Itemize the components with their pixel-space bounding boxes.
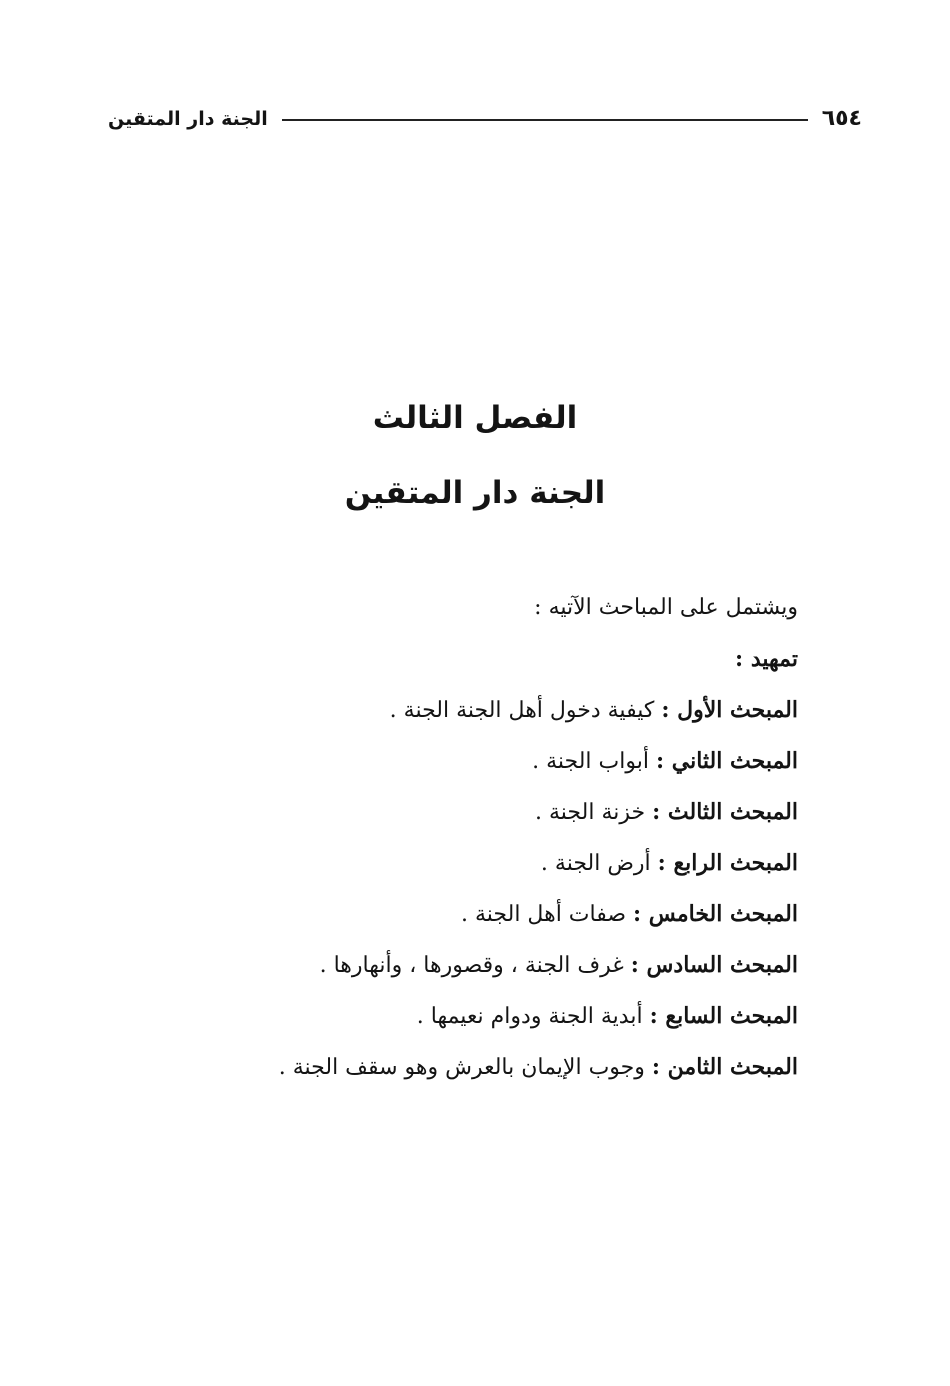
running-header bbox=[108, 104, 862, 134]
section-title: وجوب الإيمان بالعرش وهو سقف الجنة . bbox=[278, 1055, 645, 1080]
section-item-5 bbox=[138, 894, 798, 945]
section-label: المبحث الثامن : bbox=[651, 1054, 798, 1080]
section-title: كيفية دخول أهل الجنة الجنة . bbox=[389, 698, 655, 723]
section-label: المبحث الرابع : bbox=[657, 850, 798, 876]
chapter-title: الجنة دار المتقين bbox=[344, 475, 606, 511]
section-label: المبحث الخامس : bbox=[633, 901, 798, 927]
section-item-1 bbox=[138, 690, 798, 741]
section-item-7 bbox=[138, 996, 798, 1047]
section-label: المبحث الأول : bbox=[661, 697, 798, 723]
page-number: ٦٥٤ bbox=[821, 106, 862, 131]
section-title: أرض الجنة . bbox=[540, 851, 651, 876]
section-title: صفات أهل الجنة . bbox=[461, 902, 627, 927]
header-rule bbox=[282, 119, 808, 121]
section-title: خزنة الجنة . bbox=[535, 800, 646, 825]
section-item-4 bbox=[138, 843, 798, 894]
section-item-3 bbox=[138, 792, 798, 843]
section-label: المبحث السابع : bbox=[649, 1003, 798, 1029]
section-label: المبحث الثاني : bbox=[655, 748, 798, 774]
section-item-2 bbox=[138, 741, 798, 792]
section-title: أبواب الجنة . bbox=[532, 749, 649, 774]
section-title: غرف الجنة ، وقصورها ، وأنهارها . bbox=[319, 953, 624, 978]
contents-list bbox=[138, 588, 798, 1098]
contents-intro: ويشتمل على المباحث الآتيه : bbox=[534, 595, 798, 620]
chapter-number: الفصل الثالث bbox=[372, 400, 578, 436]
running-title: الجنة دار المتقين bbox=[108, 108, 268, 130]
contents-preface: تمهيد : bbox=[735, 646, 798, 672]
section-title: أبدية الجنة ودوام نعيمها . bbox=[416, 1004, 643, 1029]
section-item-6 bbox=[138, 945, 798, 996]
section-label: المبحث السادس : bbox=[630, 952, 798, 978]
section-item-8 bbox=[138, 1047, 798, 1098]
section-label: المبحث الثالث : bbox=[652, 799, 798, 825]
